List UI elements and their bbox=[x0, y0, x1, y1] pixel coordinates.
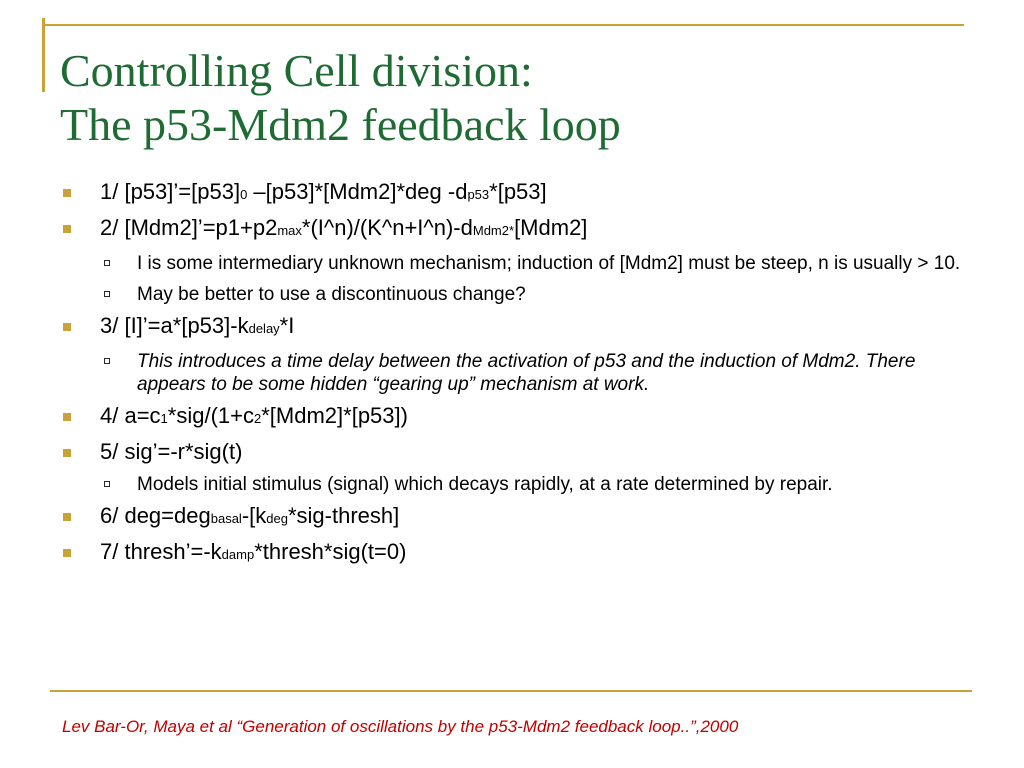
citation-text: Lev Bar-Or, Maya et al “Generation of oscillations by the p53-Mdm2 feedback loop..”,2000 bbox=[62, 717, 739, 736]
bullet-equation-5: 5/ sig’=-r*sig(t) bbox=[60, 440, 980, 464]
sub-bullet-note-2b: May be better to use a discontinuous change? bbox=[100, 283, 980, 306]
slide-content bbox=[60, 180, 980, 576]
bullet-equation-7: 7/ thresh’=-kdamp*thresh*sig(t=0) bbox=[60, 540, 980, 567]
square-bullet-icon bbox=[63, 189, 71, 197]
sub-bullet-note-3: This introduces a time delay between the activation of p53 and the induction of Mdm2. There appears to be some hidden “gearing up” mechanism at work. bbox=[100, 350, 980, 396]
bullet-equation-1: 1/ [p53]’=[p53]0 –[p53]*[Mdm2]*deg -dp53*[p53] bbox=[60, 180, 980, 207]
top-horizontal-rule bbox=[42, 24, 964, 26]
hollow-square-bullet-icon bbox=[104, 291, 110, 297]
square-bullet-icon bbox=[63, 413, 71, 421]
title-line-2: The p53-Mdm2 feedback loop bbox=[60, 99, 621, 150]
square-bullet-icon bbox=[63, 449, 71, 457]
bullet-equation-2: 2/ [Mdm2]’=p1+p2max*(I^n)/(K^n+I^n)-dMdm2*[Mdm2] bbox=[60, 216, 980, 243]
hollow-square-bullet-icon bbox=[104, 358, 110, 364]
title-line-1: Controlling Cell division: bbox=[60, 45, 533, 96]
square-bullet-icon bbox=[63, 513, 71, 521]
square-bullet-icon bbox=[63, 225, 71, 233]
square-bullet-icon bbox=[63, 323, 71, 331]
slide-title bbox=[60, 44, 960, 152]
bullet-equation-6: 6/ deg=degbasal-[kdeg*sig-thresh] bbox=[60, 504, 980, 531]
bullet-equation-4: 4/ a=c1*sig/(1+c2*[Mdm2]*[p53]) bbox=[60, 404, 980, 431]
bullet-equation-3: 3/ [I]’=a*[p53]-kdelay*I bbox=[60, 314, 980, 341]
hollow-square-bullet-icon bbox=[104, 481, 110, 487]
bottom-horizontal-rule bbox=[50, 690, 972, 692]
sub-bullet-note-5: Models initial stimulus (signal) which decays rapidly, at a rate determined by repair. bbox=[100, 473, 980, 496]
left-vertical-rule bbox=[42, 18, 45, 92]
hollow-square-bullet-icon bbox=[104, 260, 110, 266]
sub-bullet-note-2a: I is some intermediary unknown mechanism; induction of [Mdm2] must be steep, n is usually > 10. bbox=[100, 252, 980, 275]
square-bullet-icon bbox=[63, 549, 71, 557]
